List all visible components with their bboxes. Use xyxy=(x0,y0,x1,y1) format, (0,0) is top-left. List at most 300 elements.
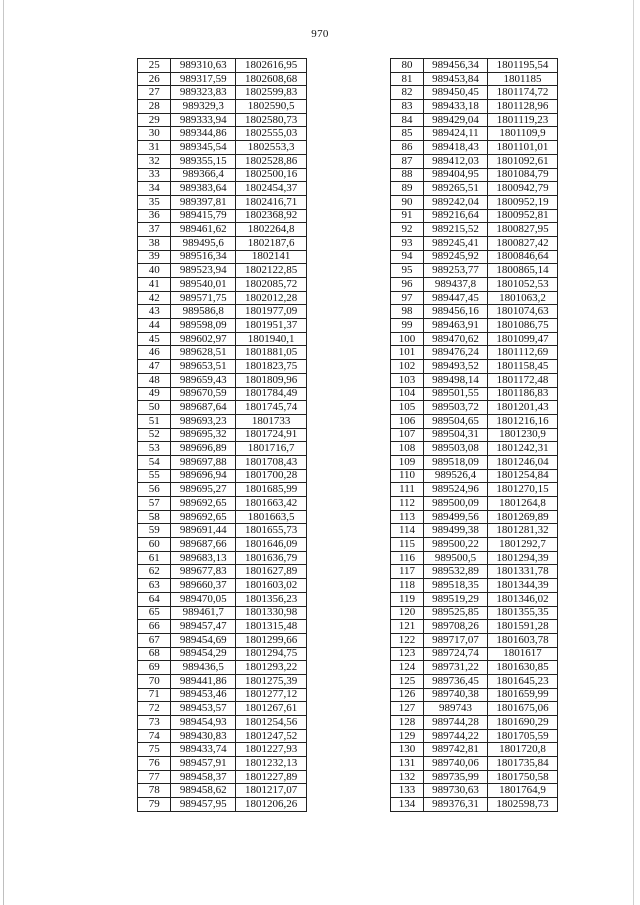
table-row xyxy=(391,716,558,730)
table-row xyxy=(138,647,307,661)
y-coordinate-cell: 1801052,53 xyxy=(488,278,558,292)
table-row xyxy=(391,86,558,100)
x-coordinate-cell: 989740,06 xyxy=(424,757,488,771)
point-number-cell: 117 xyxy=(391,565,424,579)
x-coordinate-cell: 989447,45 xyxy=(424,291,488,305)
x-coordinate-cell: 989653,51 xyxy=(171,360,236,374)
point-number-cell: 125 xyxy=(391,674,424,688)
x-coordinate-cell: 989731,22 xyxy=(424,661,488,675)
x-coordinate-cell: 989461,62 xyxy=(171,223,236,237)
y-coordinate-cell: 1801591,28 xyxy=(488,620,558,634)
y-coordinate-cell: 1801764,9 xyxy=(488,784,558,798)
x-coordinate-cell: 989344,86 xyxy=(171,127,236,141)
point-number-cell: 99 xyxy=(391,319,424,333)
y-coordinate-cell: 1801344,39 xyxy=(488,579,558,593)
table-row xyxy=(391,702,558,716)
y-coordinate-cell: 1802085,72 xyxy=(236,278,307,292)
point-number-cell: 49 xyxy=(138,387,171,401)
x-coordinate-cell: 989602,97 xyxy=(171,332,236,346)
table-row xyxy=(391,784,558,798)
point-number-cell: 102 xyxy=(391,360,424,374)
x-coordinate-cell: 989454,93 xyxy=(171,716,236,730)
y-coordinate-cell: 1801750,58 xyxy=(488,770,558,784)
y-coordinate-cell: 1801690,29 xyxy=(488,716,558,730)
y-coordinate-cell: 1800942,79 xyxy=(488,182,558,196)
point-number-cell: 78 xyxy=(138,784,171,798)
table-row xyxy=(391,455,558,469)
y-coordinate-cell: 1801700,28 xyxy=(236,469,307,483)
x-coordinate-cell: 989504,65 xyxy=(424,414,488,428)
table-row xyxy=(138,798,307,812)
y-coordinate-cell: 1801099,47 xyxy=(488,332,558,346)
table-row xyxy=(138,716,307,730)
point-number-cell: 108 xyxy=(391,442,424,456)
table-row xyxy=(138,565,307,579)
y-coordinate-cell: 1801074,63 xyxy=(488,305,558,319)
x-coordinate-cell: 989692,65 xyxy=(171,497,236,511)
y-coordinate-cell: 1801254,56 xyxy=(236,716,307,730)
point-number-cell: 111 xyxy=(391,483,424,497)
scan-edge-right xyxy=(633,0,634,905)
point-number-cell: 43 xyxy=(138,305,171,319)
x-coordinate-cell: 989454,69 xyxy=(171,633,236,647)
table-row xyxy=(138,428,307,442)
point-number-cell: 57 xyxy=(138,497,171,511)
y-coordinate-cell: 1801356,23 xyxy=(236,592,307,606)
x-coordinate-cell: 989523,94 xyxy=(171,264,236,278)
x-coordinate-cell: 989441,86 xyxy=(171,674,236,688)
point-number-cell: 93 xyxy=(391,236,424,250)
y-coordinate-cell: 1802598,73 xyxy=(488,798,558,812)
point-number-cell: 128 xyxy=(391,716,424,730)
x-coordinate-cell: 989693,23 xyxy=(171,414,236,428)
y-coordinate-cell: 1801733 xyxy=(236,414,307,428)
point-number-cell: 46 xyxy=(138,346,171,360)
table-row xyxy=(138,579,307,593)
x-coordinate-cell: 989457,91 xyxy=(171,757,236,771)
table-row xyxy=(391,592,558,606)
point-number-cell: 45 xyxy=(138,332,171,346)
point-number-cell: 44 xyxy=(138,319,171,333)
point-number-cell: 129 xyxy=(391,729,424,743)
point-number-cell: 110 xyxy=(391,469,424,483)
table-row xyxy=(138,278,307,292)
x-coordinate-cell: 989323,83 xyxy=(171,86,236,100)
table-row xyxy=(138,770,307,784)
point-number-cell: 130 xyxy=(391,743,424,757)
y-coordinate-cell: 1802616,95 xyxy=(236,59,307,73)
y-coordinate-cell: 1801063,2 xyxy=(488,291,558,305)
y-coordinate-cell: 1802528,86 xyxy=(236,154,307,168)
table-row xyxy=(138,592,307,606)
y-coordinate-cell: 1802500,16 xyxy=(236,168,307,182)
table-row xyxy=(391,414,558,428)
x-coordinate-cell: 989524,96 xyxy=(424,483,488,497)
y-coordinate-cell: 1801617 xyxy=(488,647,558,661)
table-row xyxy=(391,113,558,127)
y-coordinate-cell: 1801247,52 xyxy=(236,729,307,743)
table-row xyxy=(391,264,558,278)
x-coordinate-cell: 989470,62 xyxy=(424,332,488,346)
point-number-cell: 69 xyxy=(138,661,171,675)
y-coordinate-cell: 1801232,13 xyxy=(236,757,307,771)
x-coordinate-cell: 989498,14 xyxy=(424,373,488,387)
point-number-cell: 50 xyxy=(138,401,171,415)
table-row xyxy=(138,195,307,209)
point-number-cell: 55 xyxy=(138,469,171,483)
point-number-cell: 76 xyxy=(138,757,171,771)
x-coordinate-cell: 989744,28 xyxy=(424,716,488,730)
table-row xyxy=(391,606,558,620)
point-number-cell: 109 xyxy=(391,455,424,469)
table-row xyxy=(391,674,558,688)
y-coordinate-cell: 1801724,91 xyxy=(236,428,307,442)
y-coordinate-cell: 1801185 xyxy=(488,72,558,86)
x-coordinate-cell: 989735,99 xyxy=(424,770,488,784)
table-row xyxy=(391,538,558,552)
x-coordinate-cell: 989453,57 xyxy=(171,702,236,716)
x-coordinate-cell: 989742,81 xyxy=(424,743,488,757)
x-coordinate-cell: 989740,38 xyxy=(424,688,488,702)
point-number-cell: 52 xyxy=(138,428,171,442)
point-number-cell: 25 xyxy=(138,59,171,73)
coordinates-table-right xyxy=(390,58,558,812)
y-coordinate-cell: 1801675,06 xyxy=(488,702,558,716)
y-coordinate-cell: 1801216,16 xyxy=(488,414,558,428)
table-row xyxy=(138,784,307,798)
table-row xyxy=(138,113,307,127)
y-coordinate-cell: 1801084,79 xyxy=(488,168,558,182)
point-number-cell: 62 xyxy=(138,565,171,579)
y-coordinate-cell: 1801630,85 xyxy=(488,661,558,675)
table-row xyxy=(138,538,307,552)
y-coordinate-cell: 1801174,72 xyxy=(488,86,558,100)
y-coordinate-cell: 1802454,37 xyxy=(236,182,307,196)
y-coordinate-cell: 1800865,14 xyxy=(488,264,558,278)
y-coordinate-cell: 1801603,78 xyxy=(488,633,558,647)
point-number-cell: 97 xyxy=(391,291,424,305)
point-number-cell: 51 xyxy=(138,414,171,428)
y-coordinate-cell: 1801655,73 xyxy=(236,524,307,538)
point-number-cell: 56 xyxy=(138,483,171,497)
x-coordinate-cell: 989436,5 xyxy=(171,661,236,675)
y-coordinate-cell: 1801663,5 xyxy=(236,510,307,524)
x-coordinate-cell: 989415,79 xyxy=(171,209,236,223)
y-coordinate-cell: 1801940,1 xyxy=(236,332,307,346)
table-row xyxy=(138,264,307,278)
y-coordinate-cell: 1801705,59 xyxy=(488,729,558,743)
point-number-cell: 123 xyxy=(391,647,424,661)
point-number-cell: 79 xyxy=(138,798,171,812)
x-coordinate-cell: 989216,64 xyxy=(424,209,488,223)
point-number-cell: 77 xyxy=(138,770,171,784)
y-coordinate-cell: 1802141 xyxy=(236,250,307,264)
table-row xyxy=(391,100,558,114)
y-coordinate-cell: 1801158,45 xyxy=(488,360,558,374)
y-coordinate-cell: 1801685,99 xyxy=(236,483,307,497)
x-coordinate-cell: 989696,94 xyxy=(171,469,236,483)
x-coordinate-cell: 989697,88 xyxy=(171,455,236,469)
table-row xyxy=(138,633,307,647)
table-row xyxy=(138,606,307,620)
point-number-cell: 119 xyxy=(391,592,424,606)
point-number-cell: 48 xyxy=(138,373,171,387)
y-coordinate-cell: 1801172,48 xyxy=(488,373,558,387)
point-number-cell: 106 xyxy=(391,414,424,428)
table-row xyxy=(391,59,558,73)
y-coordinate-cell: 1801659,99 xyxy=(488,688,558,702)
x-coordinate-cell: 989691,44 xyxy=(171,524,236,538)
point-number-cell: 115 xyxy=(391,538,424,552)
x-coordinate-cell: 989532,89 xyxy=(424,565,488,579)
y-coordinate-cell: 1801201,43 xyxy=(488,401,558,415)
point-number-cell: 118 xyxy=(391,579,424,593)
point-number-cell: 41 xyxy=(138,278,171,292)
point-number-cell: 84 xyxy=(391,113,424,127)
x-coordinate-cell: 989683,13 xyxy=(171,551,236,565)
y-coordinate-cell: 1801663,42 xyxy=(236,497,307,511)
point-number-cell: 89 xyxy=(391,182,424,196)
point-number-cell: 126 xyxy=(391,688,424,702)
x-coordinate-cell: 989598,09 xyxy=(171,319,236,333)
y-coordinate-cell: 1802555,03 xyxy=(236,127,307,141)
point-number-cell: 103 xyxy=(391,373,424,387)
point-number-cell: 82 xyxy=(391,86,424,100)
table-row xyxy=(138,154,307,168)
y-coordinate-cell: 1801951,37 xyxy=(236,319,307,333)
y-coordinate-cell: 1801627,89 xyxy=(236,565,307,579)
table-row xyxy=(138,387,307,401)
x-coordinate-cell: 989500,22 xyxy=(424,538,488,552)
point-number-cell: 134 xyxy=(391,798,424,812)
x-coordinate-cell: 989526,4 xyxy=(424,469,488,483)
point-number-cell: 28 xyxy=(138,100,171,114)
table-row xyxy=(138,442,307,456)
y-coordinate-cell: 1801330,98 xyxy=(236,606,307,620)
point-number-cell: 53 xyxy=(138,442,171,456)
point-number-cell: 65 xyxy=(138,606,171,620)
table-row xyxy=(391,346,558,360)
point-number-cell: 30 xyxy=(138,127,171,141)
point-number-cell: 59 xyxy=(138,524,171,538)
y-coordinate-cell: 1801277,12 xyxy=(236,688,307,702)
x-coordinate-cell: 989736,45 xyxy=(424,674,488,688)
table-row xyxy=(138,223,307,237)
y-coordinate-cell: 1802599,83 xyxy=(236,86,307,100)
point-number-cell: 67 xyxy=(138,633,171,647)
y-coordinate-cell: 1801346,02 xyxy=(488,592,558,606)
table-row xyxy=(138,743,307,757)
x-coordinate-cell: 989500,5 xyxy=(424,551,488,565)
point-number-cell: 66 xyxy=(138,620,171,634)
point-number-cell: 58 xyxy=(138,510,171,524)
table-row xyxy=(391,661,558,675)
x-coordinate-cell: 989724,74 xyxy=(424,647,488,661)
y-coordinate-cell: 1801119,23 xyxy=(488,113,558,127)
table-row xyxy=(391,250,558,264)
x-coordinate-cell: 989265,51 xyxy=(424,182,488,196)
point-number-cell: 122 xyxy=(391,633,424,647)
x-coordinate-cell: 989730,63 xyxy=(424,784,488,798)
table-row xyxy=(138,236,307,250)
y-coordinate-cell: 1800952,81 xyxy=(488,209,558,223)
y-coordinate-cell: 1801331,78 xyxy=(488,565,558,579)
table-row xyxy=(138,250,307,264)
table-row xyxy=(138,373,307,387)
point-number-cell: 80 xyxy=(391,59,424,73)
y-coordinate-cell: 1801823,75 xyxy=(236,360,307,374)
table-row xyxy=(391,236,558,250)
y-coordinate-cell: 1801270,15 xyxy=(488,483,558,497)
x-coordinate-cell: 989493,52 xyxy=(424,360,488,374)
x-coordinate-cell: 989404,95 xyxy=(424,168,488,182)
y-coordinate-cell: 1801281,32 xyxy=(488,524,558,538)
x-coordinate-cell: 989355,15 xyxy=(171,154,236,168)
table-row xyxy=(391,209,558,223)
x-coordinate-cell: 989242,04 xyxy=(424,195,488,209)
table-row xyxy=(138,757,307,771)
table-row xyxy=(138,483,307,497)
table-row xyxy=(391,387,558,401)
table-row xyxy=(138,305,307,319)
x-coordinate-cell: 989692,65 xyxy=(171,510,236,524)
y-coordinate-cell: 1802553,3 xyxy=(236,141,307,155)
table-row xyxy=(391,360,558,374)
table-row xyxy=(391,127,558,141)
y-coordinate-cell: 1802187,6 xyxy=(236,236,307,250)
table-row xyxy=(391,770,558,784)
point-number-cell: 96 xyxy=(391,278,424,292)
x-coordinate-cell: 989433,18 xyxy=(424,100,488,114)
x-coordinate-cell: 989744,22 xyxy=(424,729,488,743)
point-number-cell: 98 xyxy=(391,305,424,319)
x-coordinate-cell: 989677,83 xyxy=(171,565,236,579)
table-row xyxy=(391,688,558,702)
table-row xyxy=(138,86,307,100)
x-coordinate-cell: 989366,4 xyxy=(171,168,236,182)
point-number-cell: 26 xyxy=(138,72,171,86)
x-coordinate-cell: 989397,81 xyxy=(171,195,236,209)
point-number-cell: 75 xyxy=(138,743,171,757)
point-number-cell: 72 xyxy=(138,702,171,716)
x-coordinate-cell: 989310,63 xyxy=(171,59,236,73)
table-row xyxy=(391,141,558,155)
point-number-cell: 132 xyxy=(391,770,424,784)
table-row xyxy=(138,469,307,483)
y-coordinate-cell: 1801217,07 xyxy=(236,784,307,798)
point-number-cell: 36 xyxy=(138,209,171,223)
y-coordinate-cell: 1801246,04 xyxy=(488,455,558,469)
point-number-cell: 100 xyxy=(391,332,424,346)
y-coordinate-cell: 1801881,05 xyxy=(236,346,307,360)
table-row xyxy=(138,620,307,634)
x-coordinate-cell: 989458,37 xyxy=(171,770,236,784)
table-row xyxy=(391,319,558,333)
point-number-cell: 116 xyxy=(391,551,424,565)
table-row xyxy=(138,551,307,565)
table-row xyxy=(138,661,307,675)
x-coordinate-cell: 989245,41 xyxy=(424,236,488,250)
y-coordinate-cell: 1801645,23 xyxy=(488,674,558,688)
point-number-cell: 70 xyxy=(138,674,171,688)
table-row xyxy=(391,510,558,524)
y-coordinate-cell: 1801708,43 xyxy=(236,455,307,469)
point-number-cell: 95 xyxy=(391,264,424,278)
table-row xyxy=(138,524,307,538)
table-row xyxy=(138,510,307,524)
point-number-cell: 94 xyxy=(391,250,424,264)
table-row xyxy=(391,182,558,196)
y-coordinate-cell: 1802590,5 xyxy=(236,100,307,114)
y-coordinate-cell: 1801086,75 xyxy=(488,319,558,333)
point-number-cell: 101 xyxy=(391,346,424,360)
x-coordinate-cell: 989695,32 xyxy=(171,428,236,442)
point-number-cell: 121 xyxy=(391,620,424,634)
x-coordinate-cell: 989463,91 xyxy=(424,319,488,333)
point-number-cell: 32 xyxy=(138,154,171,168)
point-number-cell: 68 xyxy=(138,647,171,661)
point-number-cell: 105 xyxy=(391,401,424,415)
y-coordinate-cell: 1801716,7 xyxy=(236,442,307,456)
table-row xyxy=(391,223,558,237)
x-coordinate-cell: 989430,83 xyxy=(171,729,236,743)
x-coordinate-cell: 989495,6 xyxy=(171,236,236,250)
y-coordinate-cell: 1801292,7 xyxy=(488,538,558,552)
y-coordinate-cell: 1801186,83 xyxy=(488,387,558,401)
x-coordinate-cell: 989433,74 xyxy=(171,743,236,757)
point-number-cell: 83 xyxy=(391,100,424,114)
point-number-cell: 40 xyxy=(138,264,171,278)
page-number: 970 xyxy=(311,28,329,40)
coordinates-table-left xyxy=(137,58,307,812)
x-coordinate-cell: 989412,03 xyxy=(424,154,488,168)
x-coordinate-cell: 989743 xyxy=(424,702,488,716)
y-coordinate-cell: 1801128,96 xyxy=(488,100,558,114)
table-row xyxy=(391,72,558,86)
y-coordinate-cell: 1802122,85 xyxy=(236,264,307,278)
x-coordinate-cell: 989345,54 xyxy=(171,141,236,155)
table-row xyxy=(138,401,307,415)
y-coordinate-cell: 1801735,84 xyxy=(488,757,558,771)
table-row xyxy=(391,633,558,647)
point-number-cell: 31 xyxy=(138,141,171,155)
x-coordinate-cell: 989453,84 xyxy=(424,72,488,86)
y-coordinate-cell: 1801720,8 xyxy=(488,743,558,757)
table-row xyxy=(391,497,558,511)
y-coordinate-cell: 1801230,9 xyxy=(488,428,558,442)
point-number-cell: 91 xyxy=(391,209,424,223)
point-number-cell: 73 xyxy=(138,716,171,730)
x-coordinate-cell: 989458,62 xyxy=(171,784,236,798)
table-row xyxy=(138,72,307,86)
y-coordinate-cell: 1801206,26 xyxy=(236,798,307,812)
point-number-cell: 124 xyxy=(391,661,424,675)
x-coordinate-cell: 989418,43 xyxy=(424,141,488,155)
table-row xyxy=(138,702,307,716)
point-number-cell: 85 xyxy=(391,127,424,141)
x-coordinate-cell: 989687,66 xyxy=(171,538,236,552)
table-row xyxy=(138,59,307,73)
x-coordinate-cell: 989456,34 xyxy=(424,59,488,73)
x-coordinate-cell: 989456,16 xyxy=(424,305,488,319)
table-row xyxy=(138,729,307,743)
point-number-cell: 35 xyxy=(138,195,171,209)
x-coordinate-cell: 989628,51 xyxy=(171,346,236,360)
point-number-cell: 34 xyxy=(138,182,171,196)
table-row xyxy=(391,729,558,743)
y-coordinate-cell: 1800846,64 xyxy=(488,250,558,264)
point-number-cell: 54 xyxy=(138,455,171,469)
